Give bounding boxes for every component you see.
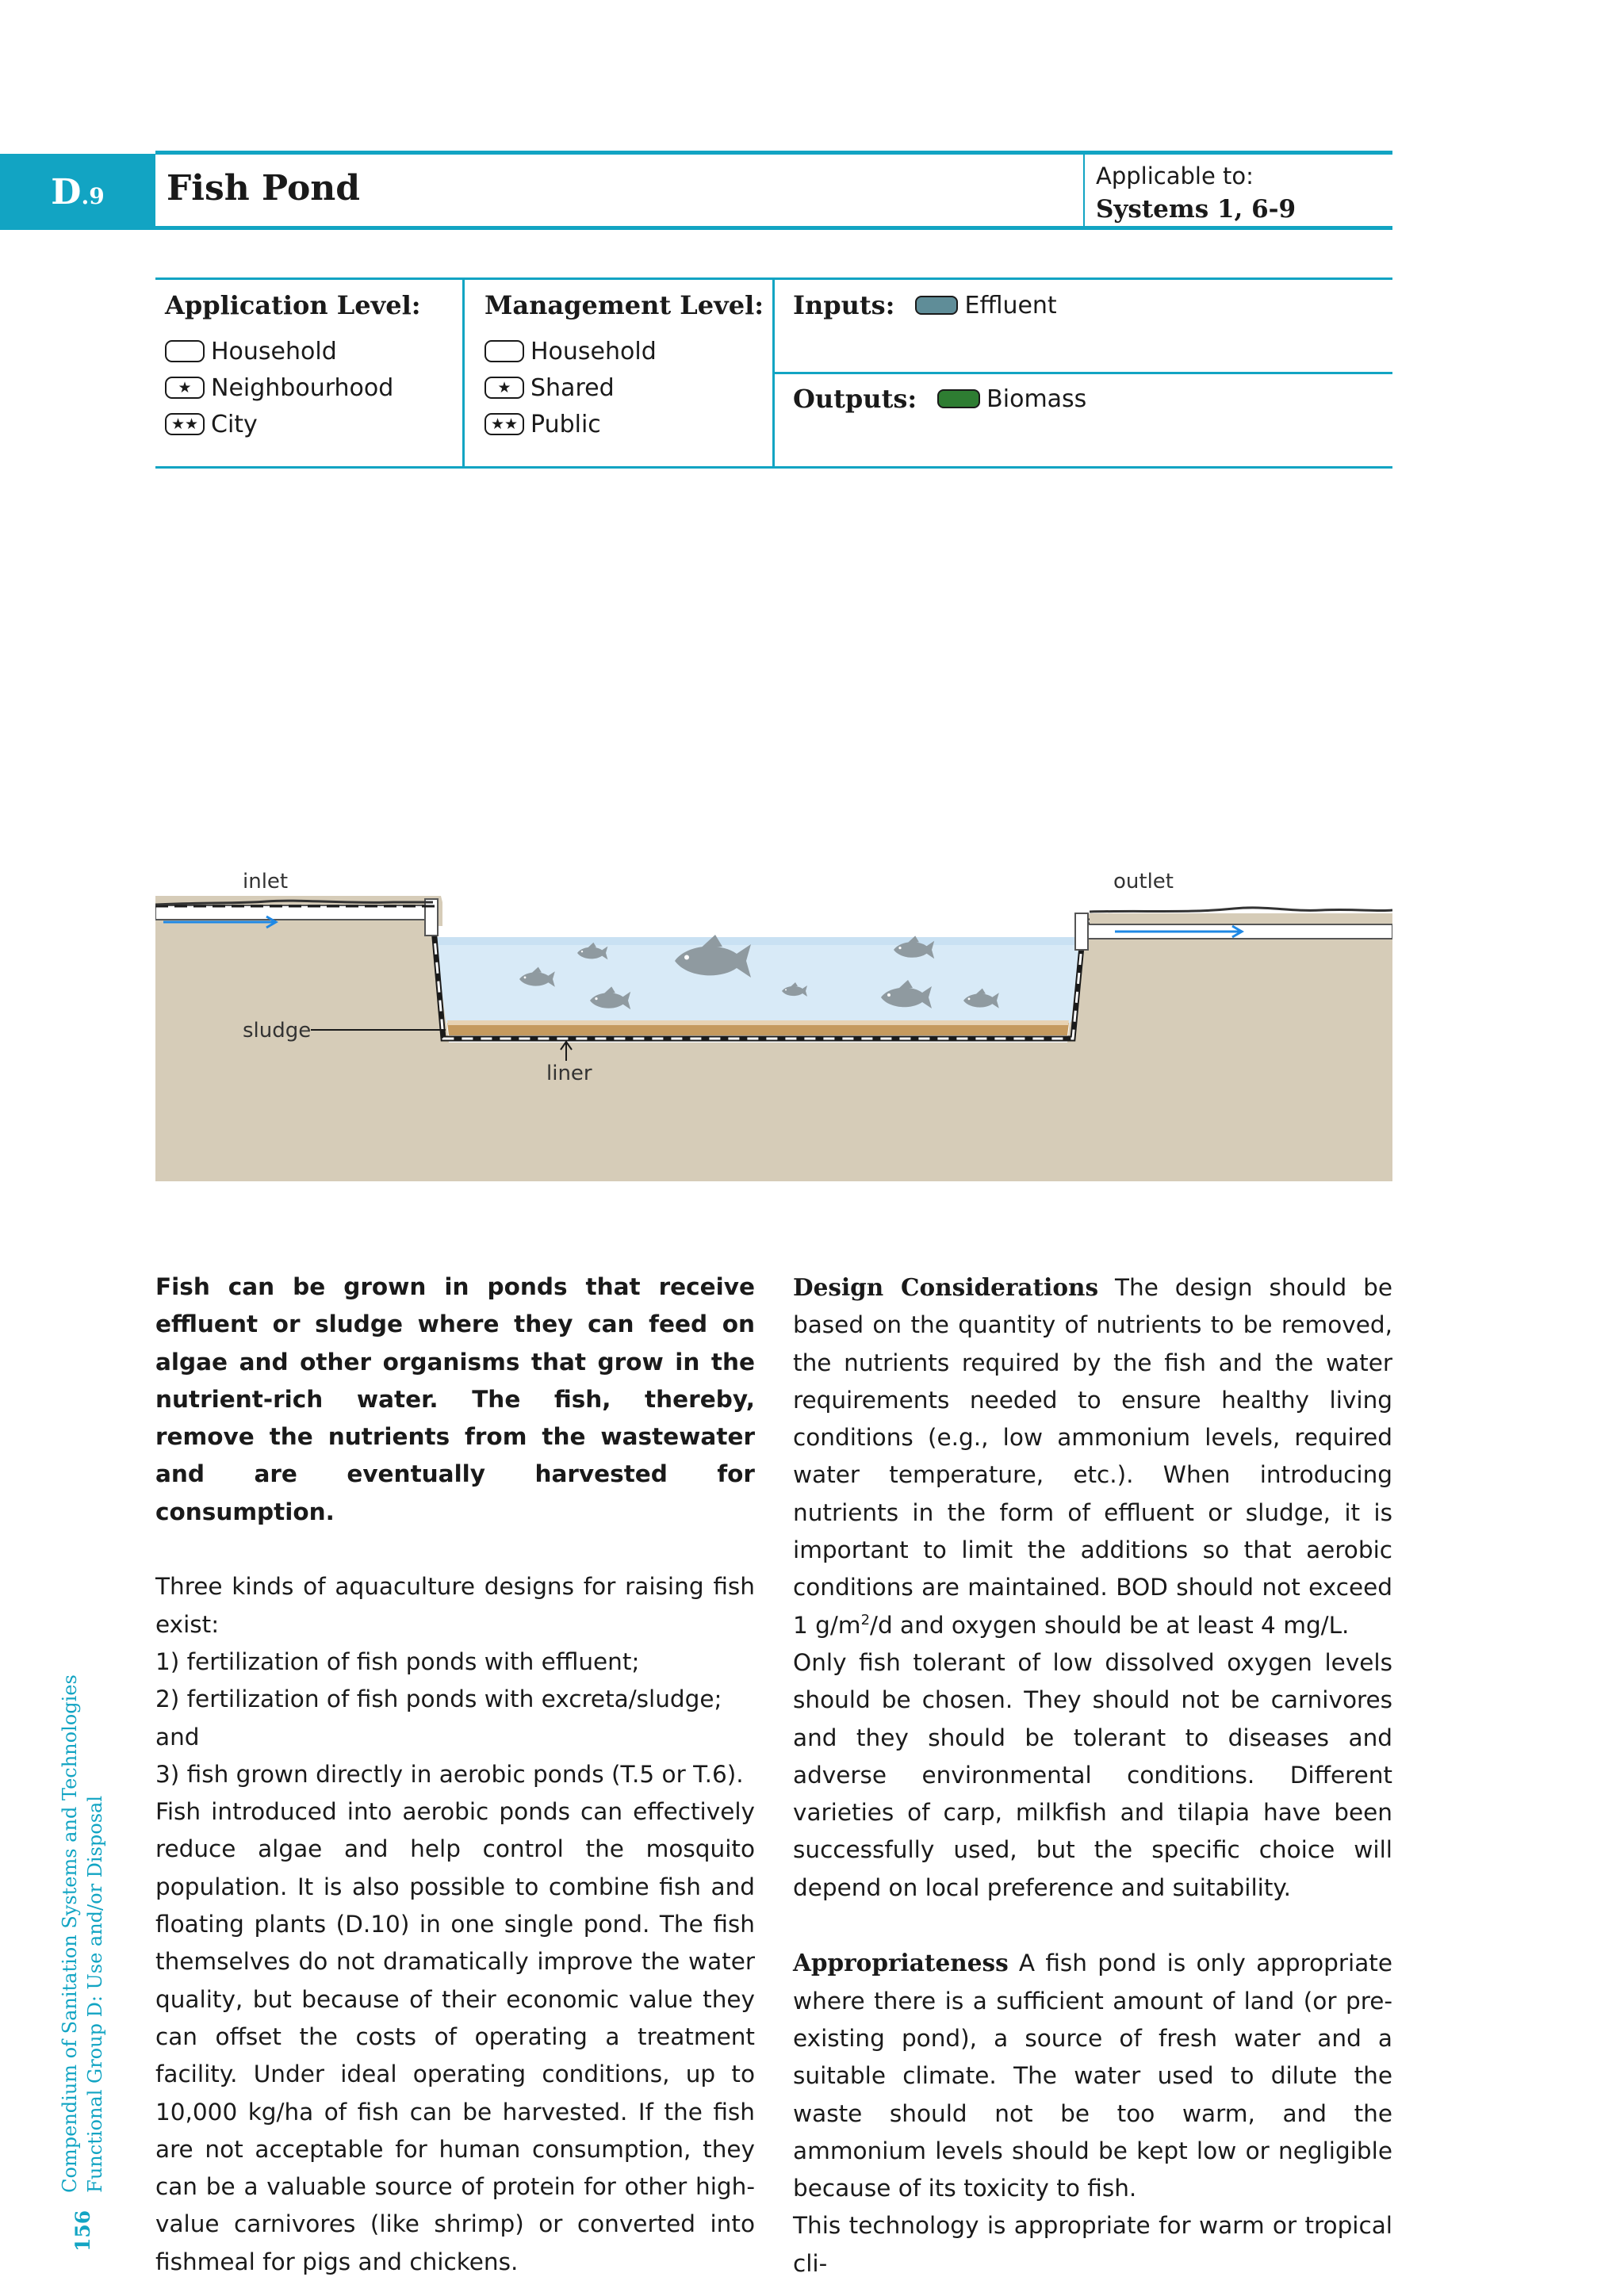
level-icon xyxy=(165,340,205,362)
level-star-icon: ★ xyxy=(165,377,205,399)
applicable-systems: Systems 1, 6-9 xyxy=(1096,195,1297,224)
application-level-item xyxy=(165,406,421,442)
book-title: Compendium of Sanitation Systems and Technologies xyxy=(59,1674,81,2193)
paragraph-text: The design should be based on the quantity of nutrients to be removed, the nutrients required by the fish and the water requirements needed to ensure healthy living conditions (e.g., low ammonium levels, required water temperature, etc.). When introducing nutrients in the form of effluent or sludge, it is important to limit the additions so that aerobic conditions are maintained. BOD should not exceed 1 g/m xyxy=(793,1274,1392,1639)
level-two-star-icon: ★★ xyxy=(165,413,205,435)
io-divider-rule xyxy=(772,372,1392,374)
effluent-swatch-icon xyxy=(915,296,958,315)
level-label: Household xyxy=(211,337,337,365)
level-label: Shared xyxy=(530,373,615,402)
level-label: Household xyxy=(530,337,657,365)
section-code-tab xyxy=(0,154,155,230)
level-label: Neighbourhood xyxy=(211,373,394,402)
inputs-row xyxy=(793,290,1057,320)
side-running-header xyxy=(57,1674,108,2252)
management-level-heading: Management Level: xyxy=(485,290,764,320)
section-code-number: .9 xyxy=(81,182,105,209)
level-label: Public xyxy=(530,410,601,438)
output-product: Biomass xyxy=(986,385,1087,413)
paragraph: Fish introduced into aerobic ponds can effectively reduce algae and help control the mosquito population. It is also possible to combine fish and floating plants (D.10) in one single pond. The fish themselves do not dramatically improve the water quality, but because of their economic value they can offset the costs of operating a treatment facility. Under ideal operating conditions, up to 10,000 kg/ha of fish can be harvested. If the fish are not acceptable for human consumption, they can be a valuable source of protein for other high-value carnivores (like shrimp) or converted into fishmeal for pigs and chickens. xyxy=(155,1798,755,2275)
level-label: City xyxy=(211,410,258,438)
superscript: 2 xyxy=(860,1611,871,1628)
page-title: Fish Pond xyxy=(167,168,361,209)
sludge-label: sludge xyxy=(243,1019,312,1043)
management-level-item xyxy=(485,369,764,406)
list-item: 3) fish grown directly in aerobic ponds (T.5 or T.6). xyxy=(155,1760,744,1788)
list-item: 2) fertilization of fish ponds with excreta/sludge; and xyxy=(155,1686,722,1751)
application-level-item xyxy=(165,369,421,406)
list-item: 1) fertilization of fish ponds with effluent; xyxy=(155,1647,640,1675)
section-heading: Design Considerations xyxy=(793,1273,1099,1301)
right-column xyxy=(793,1269,1392,2283)
outlet-label: outlet xyxy=(1113,870,1174,894)
lead-paragraph: Fish can be grown in ponds that receive effluent or sludge where they can feed on algae and other organisms that grow in the nutrient-rich water. The fish, thereby, remove the nutrients from the wastewater and are eventually harvested for consumption. xyxy=(155,1273,755,1525)
management-level-item xyxy=(485,333,764,369)
inlet-label: inlet xyxy=(243,870,289,894)
application-level xyxy=(165,290,421,442)
applicable-label: Applicable to: xyxy=(1096,163,1254,189)
liner-label: liner xyxy=(546,1062,592,1085)
left-column xyxy=(155,1269,755,2281)
inputs-heading: Inputs: xyxy=(793,290,895,320)
application-level-item xyxy=(165,333,421,369)
paragraph-text: /d and oxygen should be at least 4 mg/L. xyxy=(870,1611,1350,1639)
functional-group: Functional Group D: Use and/or Disposal xyxy=(84,1795,106,2193)
outputs-row xyxy=(793,384,1086,414)
paragraph: Only fish tolerant of low dissolved oxygen levels should be chosen. They should not be carnivores and they should be tolerant to diseases and adverse environmental conditions. Different varieties of carp, milkfish and tilapia have been successfully used, but the specific choice will depend on local preference and suitability. xyxy=(793,1648,1392,1901)
level-two-star-icon: ★★ xyxy=(485,413,524,435)
biomass-swatch-icon xyxy=(937,389,980,408)
ground-surface-right xyxy=(1090,908,1392,912)
design-considerations-paragraph xyxy=(793,1269,1392,1644)
inlet-pipe xyxy=(155,905,435,920)
application-level-heading: Application Level: xyxy=(165,290,421,320)
fish-pond-diagram xyxy=(155,864,1392,1189)
input-product: Effluent xyxy=(964,291,1057,320)
paragraph: This technology is appropriate for warm or tropical cli- xyxy=(793,2212,1392,2277)
appropriateness-paragraph xyxy=(793,1944,1392,2207)
title-divider xyxy=(1083,154,1085,227)
table-divider xyxy=(772,277,775,469)
outputs-heading: Outputs: xyxy=(793,384,917,414)
paragraph-text: A fish pond is only appropriate where there is a sufficient amount of land (or pre-existing pond), a source of fresh water and a suitable climate. The water used to dilute the waste should not be too warm, and the ammonium levels should be kept low or negligible because of its toxicity to fish. xyxy=(793,1950,1392,2202)
paragraph: Three kinds of aquaculture designs for raising fish exist: xyxy=(155,1573,755,1638)
level-icon xyxy=(485,340,524,362)
section-code: D xyxy=(51,171,82,212)
table-divider xyxy=(462,277,465,469)
level-star-icon: ★ xyxy=(485,377,524,399)
section-heading: Appropriateness xyxy=(793,1949,1009,1977)
management-level-item xyxy=(485,406,764,442)
page-number: 156 xyxy=(71,2210,94,2252)
management-level xyxy=(485,290,764,442)
